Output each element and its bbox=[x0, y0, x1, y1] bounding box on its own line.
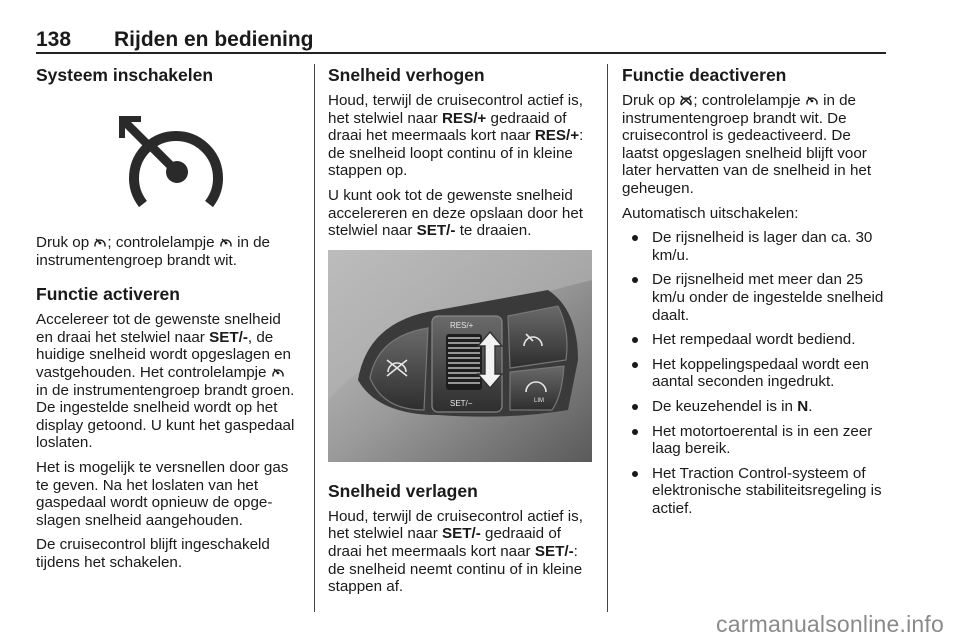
list-item bbox=[622, 398, 888, 416]
label-set: SET/− bbox=[450, 398, 473, 408]
paragraph bbox=[36, 311, 300, 452]
page-header bbox=[36, 28, 886, 52]
text: RES/+ bbox=[441, 109, 487, 127]
paragraph bbox=[328, 508, 592, 596]
page-number: 138 bbox=[36, 28, 72, 51]
text: , de huidige snelheid wordt opgeslagen en vastgehouden. Het controlelampje bbox=[36, 328, 292, 381]
heading-speed-up: Snelheid verhogen bbox=[328, 65, 485, 85]
text: . bbox=[808, 397, 813, 415]
heading-activate: Functie activeren bbox=[36, 284, 180, 305]
list-item bbox=[622, 271, 888, 324]
heading-speed-down: Snelheid verlagen bbox=[328, 480, 478, 501]
text: Houd, terwijl de cruisecontrol actief is, het stelwiel naar bbox=[328, 92, 583, 127]
text: De rijsnelheid is lager dan ca. 30 km/u. bbox=[652, 229, 873, 264]
cruise-control-icon bbox=[219, 236, 233, 248]
text: : de snelheid loopt continu of in kleine stappen op. bbox=[328, 127, 584, 180]
auto-off-list bbox=[622, 229, 888, 517]
heading-deactivate: Functie deactiveren bbox=[622, 65, 787, 85]
steering-wheel-controls-photo bbox=[328, 250, 592, 462]
column-divider bbox=[607, 64, 608, 612]
chapter-title: Rijden en bediening bbox=[114, 28, 314, 51]
text: De keuzehendel is in bbox=[652, 397, 798, 415]
bullet-icon bbox=[632, 471, 638, 477]
list-item bbox=[622, 229, 888, 264]
text: RES/+ bbox=[534, 127, 580, 145]
text: in de instrumentengroep brandt wit. De cruisecontrol is gedeactiveerd. De laatst opgeslagen snelheid blijft voor later hervatten van de snelheid in het geheugen. bbox=[622, 92, 872, 197]
bullet-icon bbox=[632, 337, 638, 343]
paragraph: De cruisecontrol blijft ingeschakeld tijdens het schakelen. bbox=[36, 536, 270, 571]
cruise-control-icon bbox=[271, 366, 285, 378]
list-item bbox=[622, 356, 888, 391]
column-divider bbox=[314, 64, 315, 612]
bullet-icon bbox=[632, 362, 638, 368]
text: te draaien. bbox=[455, 222, 532, 240]
text: gedraaid of draai het meermaals kort naar bbox=[328, 109, 567, 145]
cruise-control-icon bbox=[805, 94, 819, 106]
paragraph: Automatisch uitschakelen: bbox=[622, 204, 799, 222]
text: gedraaid of draai het meermaals kort naar bbox=[328, 525, 562, 560]
heading-system-on: Systeem inschakelen bbox=[36, 65, 214, 85]
header-rule bbox=[36, 52, 886, 54]
text: N bbox=[797, 397, 809, 415]
paragraph: Het is mogelijk te versnellen door gas te geven. Na het loslaten van het gaspedaal wordt opnieuw de opge- slagen snelheid aangehouden. bbox=[36, 458, 289, 529]
bullet-icon bbox=[632, 235, 638, 241]
column-3 bbox=[622, 64, 888, 524]
column-2 bbox=[328, 64, 592, 603]
bullet-icon bbox=[632, 277, 638, 283]
cruise-control-icon bbox=[103, 108, 233, 218]
text: Houd, terwijl de cruisecontrol actief is, het stelwiel naar bbox=[328, 507, 583, 543]
watermark: carmanualsonline.info bbox=[716, 611, 944, 637]
text: Druk op bbox=[36, 234, 94, 251]
text: Accelereer tot de gewenste snelheid en draai het stelwiel naar bbox=[36, 311, 281, 346]
text: Het Traction Control-systeem of elektronische stabiliteitsregeling is actief. bbox=[652, 464, 882, 517]
text: : de snelheid neemt continu of in kleine stappen af. bbox=[328, 542, 583, 596]
cruise-control-icon bbox=[93, 236, 107, 248]
text: Het rempedaal wordt bediend. bbox=[652, 331, 856, 349]
label-res: RES/+ bbox=[450, 320, 474, 330]
column-1 bbox=[36, 64, 300, 579]
list-item bbox=[622, 465, 888, 518]
text: De rijsnelheid met meer dan 25 km/u onder de ingestelde snelheid daalt. bbox=[652, 271, 884, 324]
text: Druk op bbox=[622, 92, 680, 109]
list-item bbox=[622, 423, 888, 458]
list-item bbox=[622, 331, 888, 349]
paragraph bbox=[36, 234, 300, 269]
text: SET/- bbox=[441, 525, 481, 543]
label-lim: LIM bbox=[534, 397, 545, 404]
bullet-icon bbox=[632, 429, 638, 435]
text: SET/- bbox=[534, 542, 574, 560]
text: Het motortoerental is in een zeer laag bereik. bbox=[652, 422, 873, 458]
text: ; controlelampje bbox=[693, 92, 805, 109]
text: in de instrumentengroep brandt wit. bbox=[36, 234, 270, 269]
text: SET/- bbox=[209, 328, 248, 346]
text: ; controlelampje bbox=[107, 234, 219, 251]
text: Het koppelingspedaal wordt een aantal seconden ingedrukt. bbox=[652, 355, 869, 391]
text: U kunt ook tot de gewenste snelheid accelereren en deze opslaan door het stelwiel naar bbox=[328, 186, 583, 240]
cruise-control-icon bbox=[36, 108, 300, 218]
paragraph bbox=[622, 92, 888, 198]
text: in de instrumentengroep brandt groen. De ingestelde snelheid wordt op het display getoond. U kunt het gaspedaal loslaten. bbox=[36, 381, 295, 452]
paragraph bbox=[328, 92, 592, 180]
cruise-control-off-icon bbox=[679, 94, 693, 106]
text: SET/- bbox=[416, 222, 456, 240]
bullet-icon bbox=[632, 404, 638, 410]
paragraph bbox=[328, 187, 592, 240]
